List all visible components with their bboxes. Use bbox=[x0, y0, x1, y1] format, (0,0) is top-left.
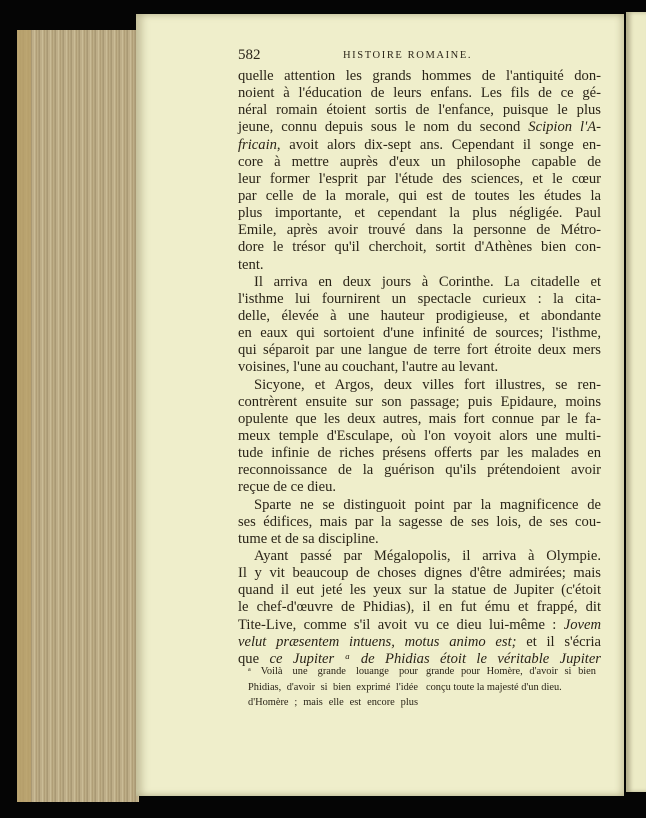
text-line bbox=[238, 102, 601, 119]
text-segment: voisines, l'une au couchant, l'autre au levant. bbox=[238, 359, 499, 376]
text-segment: reconnoissance de la guérison qu'ils prétendoient avoir bbox=[238, 462, 601, 479]
text-line bbox=[238, 599, 601, 616]
book-fore-edge bbox=[17, 30, 139, 802]
text-segment: Il y vit beaucoup de choses dignes d'être admirées; mais bbox=[238, 565, 601, 582]
text-segment: opulente que les deux autres, mais fort connue par le fa- bbox=[238, 410, 601, 427]
text-segment: quand il eut jeté les yeux sur la statue de Jupiter (c'étoit bbox=[238, 582, 601, 599]
text-line bbox=[238, 291, 601, 308]
italic-text: velut præsentem intuens, motus animo est; bbox=[238, 633, 517, 650]
text-line bbox=[238, 634, 601, 651]
text-line bbox=[238, 171, 601, 188]
text-segment: Tite-Live, comme s'il avoit vu ce dieu lui-même : bbox=[238, 616, 564, 633]
text-line bbox=[238, 548, 601, 565]
book-cover-edge bbox=[17, 30, 31, 802]
text-segment: reçue de ce dieu. bbox=[238, 479, 337, 496]
text-segment: ses édifices, mais par la sagesse de ses lois, de ses cou- bbox=[238, 513, 601, 530]
text-segment: tent. bbox=[238, 256, 264, 273]
italic-text: fricain bbox=[238, 136, 277, 153]
text-line bbox=[238, 479, 601, 496]
text-segment: tume et de sa discipline. bbox=[238, 530, 379, 547]
text-segment: qui séparoit par une langue de terre fort étroite deux mers bbox=[238, 342, 601, 359]
text-segment: que bbox=[238, 650, 270, 667]
text-line bbox=[238, 205, 601, 222]
text-segment: jeune, connu depuis sous le nom du second bbox=[238, 119, 529, 136]
text-line bbox=[238, 308, 601, 325]
footnote-line: d'Homère ; mais elle est encore plus bbox=[248, 697, 418, 708]
text-segment: meux temple d'Esculape, où l'on voyoit alors une multi- bbox=[238, 427, 601, 444]
text-line bbox=[238, 462, 601, 479]
text-segment: Il arriva en deux jours à Corinthe. La citadelle et bbox=[254, 273, 601, 290]
footnote-line: grande pour Homère, d'avoir si bien bbox=[426, 666, 596, 677]
text-line bbox=[238, 428, 601, 445]
text-segment: et il s'écria bbox=[516, 633, 601, 650]
italic-text: ce Jupiter ᵃ de Phidias étoit le véritable Jupiter bbox=[269, 650, 601, 667]
text-line bbox=[238, 359, 601, 376]
text-line bbox=[238, 394, 601, 411]
text-segment: le chef-d'œuvre de Phidias), il en fut ému et frappé, dit bbox=[238, 599, 601, 616]
text-line bbox=[238, 239, 601, 256]
italic-text: Scipion l'A- bbox=[528, 119, 601, 136]
text-line bbox=[238, 411, 601, 428]
text-segment: Emile, après avoir trouvé dans la personne de Métro- bbox=[238, 222, 601, 239]
text-line bbox=[238, 565, 601, 582]
italic-text: Jovem bbox=[563, 616, 601, 633]
text-segment: tude infinie de riches présens offerts par les malades en bbox=[238, 445, 601, 462]
running-title: HISTOIRE ROMAINE. bbox=[343, 50, 473, 61]
text-line bbox=[238, 222, 601, 239]
text-line bbox=[238, 325, 601, 342]
text-line bbox=[238, 445, 601, 462]
text-line bbox=[238, 497, 601, 514]
text-line bbox=[238, 119, 601, 136]
text-segment: core à mettre auprès d'eux un philosophe capable de bbox=[238, 153, 601, 170]
text-line bbox=[238, 531, 601, 548]
text-line bbox=[238, 514, 601, 531]
text-segment: , avoit alors dix-sept ans. Cependant il songe en- bbox=[276, 136, 601, 153]
text-segment: par celle de la morale, qui est de toutes les études la bbox=[238, 187, 601, 204]
body-text bbox=[238, 68, 601, 668]
text-line bbox=[238, 617, 601, 634]
text-segment: en eaux qui sortoient d'une infinité de sources; l'isthme, bbox=[238, 325, 601, 342]
text-line bbox=[238, 68, 601, 85]
text-segment: l'isthme lui fournirent un spectacle curieux : la cita- bbox=[238, 290, 601, 307]
text-segment: quelle attention les grands hommes de l'antiquité don- bbox=[238, 68, 601, 84]
text-segment: plus importante, et cependant la plus négligée. Paul bbox=[238, 205, 601, 222]
footnote-line: Phidias, d'avoir si bien exprimé l'idée bbox=[248, 681, 418, 693]
text-line bbox=[238, 154, 601, 171]
facing-page-edge bbox=[626, 12, 646, 792]
footnote-column-1 bbox=[248, 664, 418, 711]
text-segment: noient à l'éducation de leurs enfans. Les fils de ce gé- bbox=[238, 85, 601, 102]
text-line bbox=[238, 188, 601, 205]
text-segment: contrèrent ensuite sur son passage; puis Epidaure, moins bbox=[238, 393, 601, 410]
text-segment: Sicyone, et Argos, deux villes fort illustres, se ren- bbox=[254, 376, 601, 393]
page-header bbox=[238, 47, 600, 65]
text-line bbox=[238, 582, 601, 599]
text-segment: Sparte ne se distinguoit point par la magnificence de bbox=[254, 496, 601, 513]
text-line bbox=[238, 342, 601, 359]
text-segment: Ayant passé par Mégalopolis, il arriva à Olympie. bbox=[254, 547, 601, 564]
footnote-column-2 bbox=[426, 664, 596, 695]
text-segment: néral romain étoient sortis de l'enfance, puisque le plus bbox=[238, 102, 601, 119]
text-line bbox=[238, 257, 601, 274]
text-segment: leur former l'esprit par l'étude des sciences, et le cœur bbox=[238, 170, 601, 187]
text-segment: delle, élevée à une hauteur prodigieuse, et abondante bbox=[238, 307, 601, 324]
footnote-line: ᵃ Voilà une grande louange pour bbox=[248, 666, 418, 677]
text-segment: dore le trésor qu'il cherchoit, sortit d'Athènes bien con- bbox=[238, 239, 601, 256]
text-line bbox=[238, 137, 601, 154]
text-line bbox=[238, 377, 601, 394]
page-number: 582 bbox=[238, 47, 261, 63]
text-line bbox=[238, 274, 601, 291]
text-line bbox=[238, 85, 601, 102]
footnote-line: conçu toute la majesté d'un dieu. bbox=[426, 681, 562, 693]
